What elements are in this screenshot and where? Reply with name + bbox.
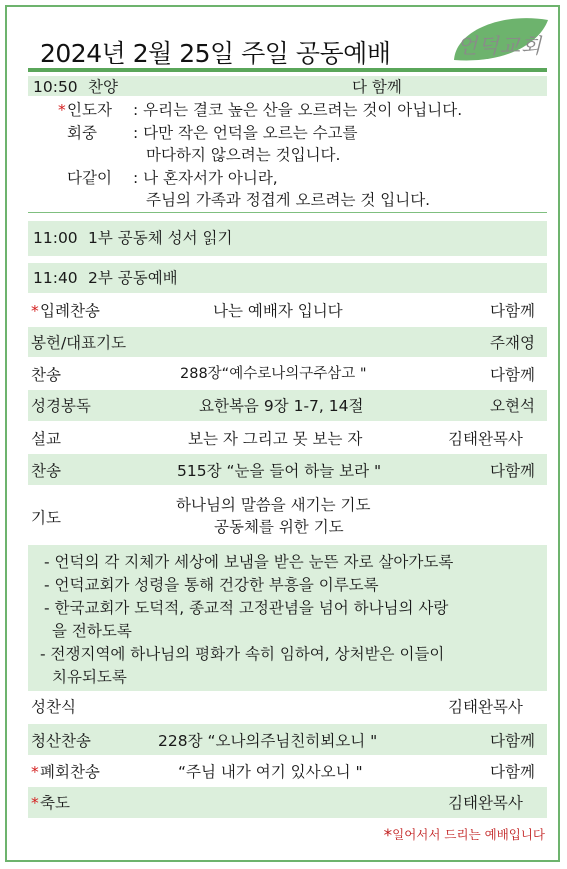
part1-title: 1부 공동체 성서 읽기 — [88, 229, 233, 247]
closing-label: 축도 — [40, 794, 70, 812]
footnote-mark: * — [383, 826, 393, 846]
order-by: 다함께 — [490, 462, 535, 480]
prayer-item: - 전쟁지역에 하나님의 평화가 속히 임하여, 상처받은 이들이 — [40, 645, 445, 663]
together-text-2: 주님의 가족과 정겹게 오르려는 것 입니다. — [146, 191, 431, 209]
order-label: 설교 — [31, 430, 61, 448]
closing-by: 김태완목사 — [448, 698, 523, 716]
footnote-text: 일어서서 드리는 예배입니다 — [392, 827, 545, 842]
closing-by: 다함께 — [490, 763, 535, 781]
order-label: 찬송 — [31, 462, 61, 480]
part2-time: 11:40 — [33, 269, 78, 287]
order-label: 입례찬송 — [40, 302, 100, 320]
required-mark: * — [58, 101, 66, 119]
closing-label: 성찬식 — [31, 698, 76, 716]
required-mark: * — [31, 302, 39, 320]
order-by: 다함께 — [490, 302, 535, 320]
together-label: 다같이 — [67, 169, 112, 187]
congregation-label: 회중 — [67, 124, 97, 142]
part1-time: 11:00 — [33, 229, 78, 247]
required-mark: * — [31, 763, 39, 781]
title-rule — [28, 68, 547, 72]
prayer-item: 을 전하도록 — [52, 622, 132, 640]
praise-title: 찬양 — [88, 78, 118, 96]
part2-title: 2부 공동예배 — [88, 269, 178, 287]
order-content: 요한복음 9장 1-7, 14절 — [199, 397, 364, 415]
logo-text: 언덕교회 — [457, 34, 543, 58]
page-title: 2024년 2월 25일 주일 공동예배 — [40, 39, 391, 68]
order-content: 보는 자 그리고 못 보는 자 — [188, 430, 363, 448]
praise-time: 10:50 — [33, 78, 78, 96]
order-content: 515장 “눈을 들어 하늘 보라 " — [177, 462, 382, 480]
prayer-item: - 언덕교회가 성령을 통해 건강한 부흥을 이루도록 — [44, 576, 379, 594]
required-mark: * — [31, 794, 39, 812]
order-by: 오현석 — [490, 397, 535, 415]
order-label: 성경봉독 — [31, 397, 91, 415]
footnote — [384, 825, 545, 846]
order-content: 288장“예수로나의구주삼고 " — [180, 366, 367, 382]
prayer-item: 치유되도록 — [52, 668, 127, 686]
order-label: 찬송 — [31, 366, 61, 384]
order-label: 봉헌/대표기도 — [31, 334, 127, 352]
leader-label: 인도자 — [67, 101, 112, 119]
leader-text: : 우리는 결코 높은 산을 오르려는 것이 아닙니다. — [133, 101, 463, 119]
closing-label: 청산찬송 — [31, 732, 91, 750]
order-content: 나는 예배자 입니다 — [213, 302, 343, 320]
praise-performer: 다 함께 — [352, 78, 402, 96]
section-divider — [28, 212, 547, 213]
order-by: 다함께 — [490, 366, 535, 384]
prayer-item: - 언덕의 각 지체가 세상에 보냄을 받은 눈뜬 자로 살아가도록 — [44, 553, 454, 571]
prayer-line-1: 하나님의 말씀을 새기는 기도 — [176, 496, 371, 514]
order-by: 김태완목사 — [448, 430, 523, 448]
congregation-text-2: 마다하지 않으려는 것입니다. — [146, 146, 341, 164]
order-by: 주재영 — [490, 334, 535, 352]
prayer-label: 기도 — [31, 509, 61, 527]
closing-label: 폐회찬송 — [40, 763, 100, 781]
prayer-item: - 한국교회가 도덕적, 종교적 고정관념을 넘어 하나님의 사랑 — [44, 599, 449, 617]
together-text-1: : 나 혼자서가 아니라, — [133, 169, 278, 187]
congregation-text-1: : 다만 작은 언덕을 오르는 수고를 — [133, 124, 358, 142]
closing-by: 다함께 — [490, 732, 535, 750]
prayer-line-2: 공동체를 위한 기도 — [214, 518, 344, 536]
closing-by: 김태완목사 — [448, 794, 523, 812]
closing-content: “주님 내가 여기 있사오니 " — [178, 763, 363, 781]
closing-content: 228장 “오나의주님친히뵈오니 " — [158, 732, 378, 750]
